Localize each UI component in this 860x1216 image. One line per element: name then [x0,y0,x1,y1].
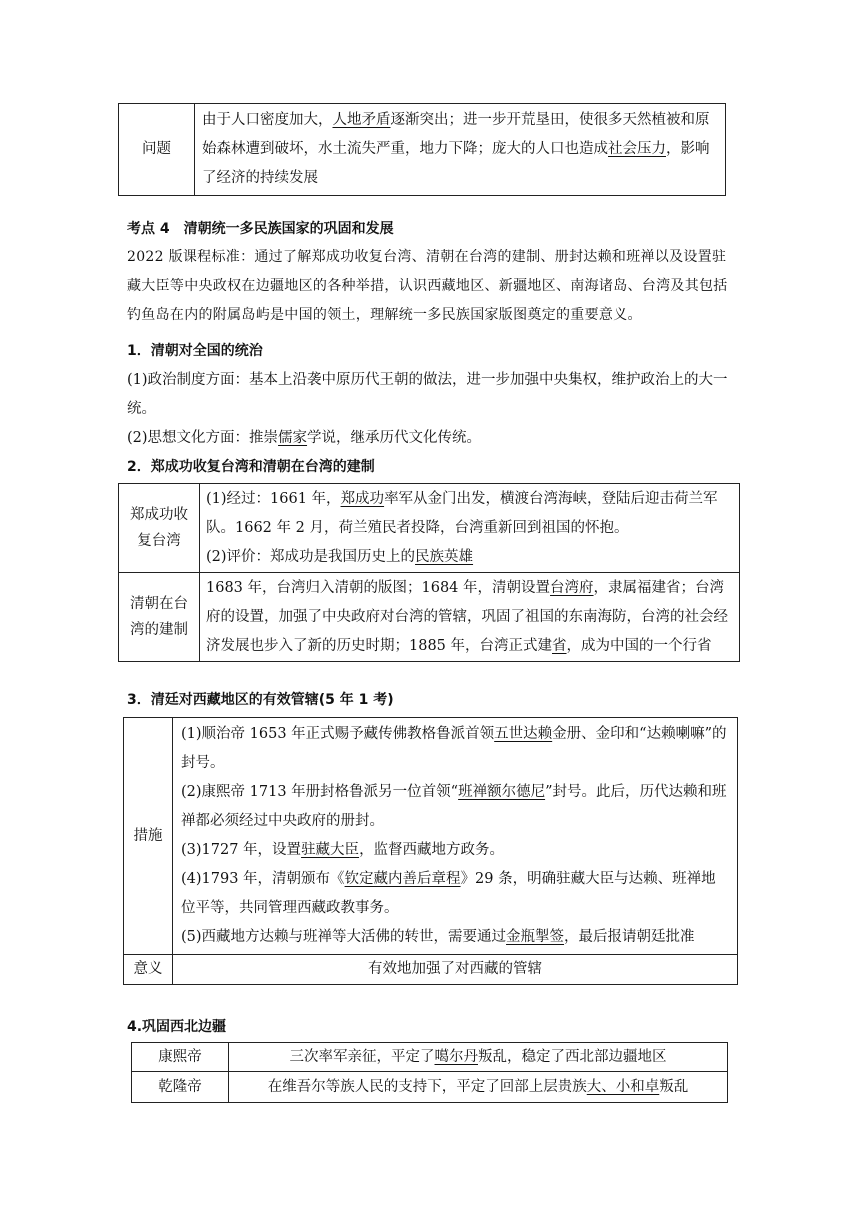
key-term: 大、小和卓 [586,1079,660,1095]
key-term: 郑成功 [340,490,385,507]
table-row [119,104,726,196]
section-title: 考点 4 清朝统一多民族国家的巩固和发展 [127,221,394,237]
tibet-table [123,717,738,985]
key-term: 台湾府 [550,579,594,596]
text-segment: 学说，继承历代文化传统。 [307,430,482,446]
text-segment: 在维吾尔等族人民的支持下，平定了回部上层贵族 [267,1079,587,1095]
subsection-title: 4.巩固西北边疆 [127,1019,227,1035]
row-label: 康熙帝 [132,1043,229,1072]
text-segment: (1)经过：1661 年， [206,490,341,507]
text-segment: 》29 条，明确驻藏大臣与达赖、班禅地位平等，共同管理西藏政教事务。 [181,871,716,916]
text-segment: (2)评价：郑成功是我国历史上的 [206,548,416,565]
problem-label: 问题 [119,104,195,196]
text-segment: (4)1793 年，清朝颁布《 [181,871,345,887]
text-segment: ，最后报请朝廷批准 [564,929,695,945]
key-term: 人地矛盾 [332,112,391,128]
text-segment: 逐渐突出；进一步开荒垦田，使很多天然植被和原始森林遭到破坏，水土流失严重，地力下降；庞大的人口也造成 [202,112,710,157]
row-label: 郑成功收复台湾 [119,484,200,573]
text-segment: (5)西藏地方达赖与班禅等大活佛的转世，需要通过 [181,929,507,945]
table-row [132,1072,728,1103]
row-label: 清朝在台湾的建制 [119,573,200,662]
text-segment: ，监督西藏地方政务。 [359,842,505,858]
paragraph: (1)政治制度方面：基本上沿袭中原历代王朝的做法，进一步加强中央集权，维护政治上的大一统。 [127,372,728,417]
text-segment: ”封号。此后，历代达赖和班禅都必须经过中央政府的册封。 [181,784,727,829]
key-term: 钦定藏内善后章程 [344,871,461,887]
subsection-title: 2．郑成功收复台湾和清朝在台湾的建制 [127,459,375,475]
row-label: 意义 [124,955,173,985]
problem-table [118,103,726,196]
row-content [229,1043,728,1072]
key-term: 金瓶掣签 [506,929,565,945]
row-label: 措施 [124,718,173,955]
row-content [229,1072,728,1103]
text-segment: 叛乱 [659,1079,689,1095]
key-term: 五世达赖 [494,726,553,742]
row-content: 有效地加强了对西藏的管辖 [173,955,738,985]
key-term: 班禅额尔德尼 [458,784,546,800]
row-label: 乾隆帝 [132,1072,229,1103]
row-content [200,484,740,573]
subsection-title: 1．清朝对全国的统治 [127,343,263,359]
text-segment: ，隶属福建省；台湾府的设置，加强了中央政府对台湾的管辖，巩固了祖国的东南海防，台湾的社会经济发展也步入了新的历史时期；1885 年，台湾正式建 [206,579,728,654]
key-term: 省 [552,637,567,654]
text-segment: 率军从金门出发，横渡台湾海峡，登陆后迎击荷兰军队。1662 年 2 月，荷兰殖民者投降，台湾重新回到祖国的怀抱。 [206,490,718,536]
text-segment: 由于人口密度加大， [202,112,333,128]
taiwan-table [118,483,740,662]
subsection-title: 3．清廷对西藏地区的有效管辖(5 年 1 考) [127,692,394,708]
text-segment: ，成为中国的一个行省 [566,637,712,654]
key-term: 社会压力 [608,141,666,157]
table-row [132,1043,728,1072]
text-segment: (2)思想文化方面：推崇 [127,430,279,446]
text-segment: 三次率军亲征，平定了 [289,1049,435,1065]
text-segment: ，影响了经济的持续发展 [202,141,710,186]
text-segment: (1)顺治帝 1653 年正式赐予藏传佛教格鲁派首领 [181,726,495,742]
text-segment: (3)1727 年，设置 [181,842,302,858]
key-term: 驻藏大臣 [301,842,360,858]
table-row [124,955,738,985]
key-term: 儒家 [278,430,308,446]
key-term: 民族英雄 [415,548,474,565]
key-term: 噶尔丹 [434,1049,478,1065]
northwest-table [131,1042,728,1103]
table-row [119,573,740,662]
row-content [173,718,738,955]
table-row [124,718,738,955]
table-row [119,484,740,573]
text-segment: (2)康熙帝 1713 年册封格鲁派另一位首领“ [181,784,459,800]
text-segment: 金册、金印和“达赖喇嘛”的封号。 [181,726,727,771]
row-content [200,573,740,662]
text-segment: 叛乱，稳定了西北部边疆地区 [478,1049,667,1065]
problem-text [195,104,726,196]
curriculum-standard: 2022 版课程标准：通过了解郑成功收复台湾、清朝在台湾的建制、册封达赖和班禅以及设置驻藏大臣等中央政权在边疆地区的各种举措，认识西藏地区、新疆地区、南海诸岛、台湾及其包括钓鱼岛在内的附属岛屿是中国的领土，理解统一多民族国家版图奠定的重要意义。 [127,249,728,323]
text-segment: 1683 年，台湾归入清朝的版图；1684 年，清朝设置 [206,579,551,596]
paragraph [127,424,739,453]
